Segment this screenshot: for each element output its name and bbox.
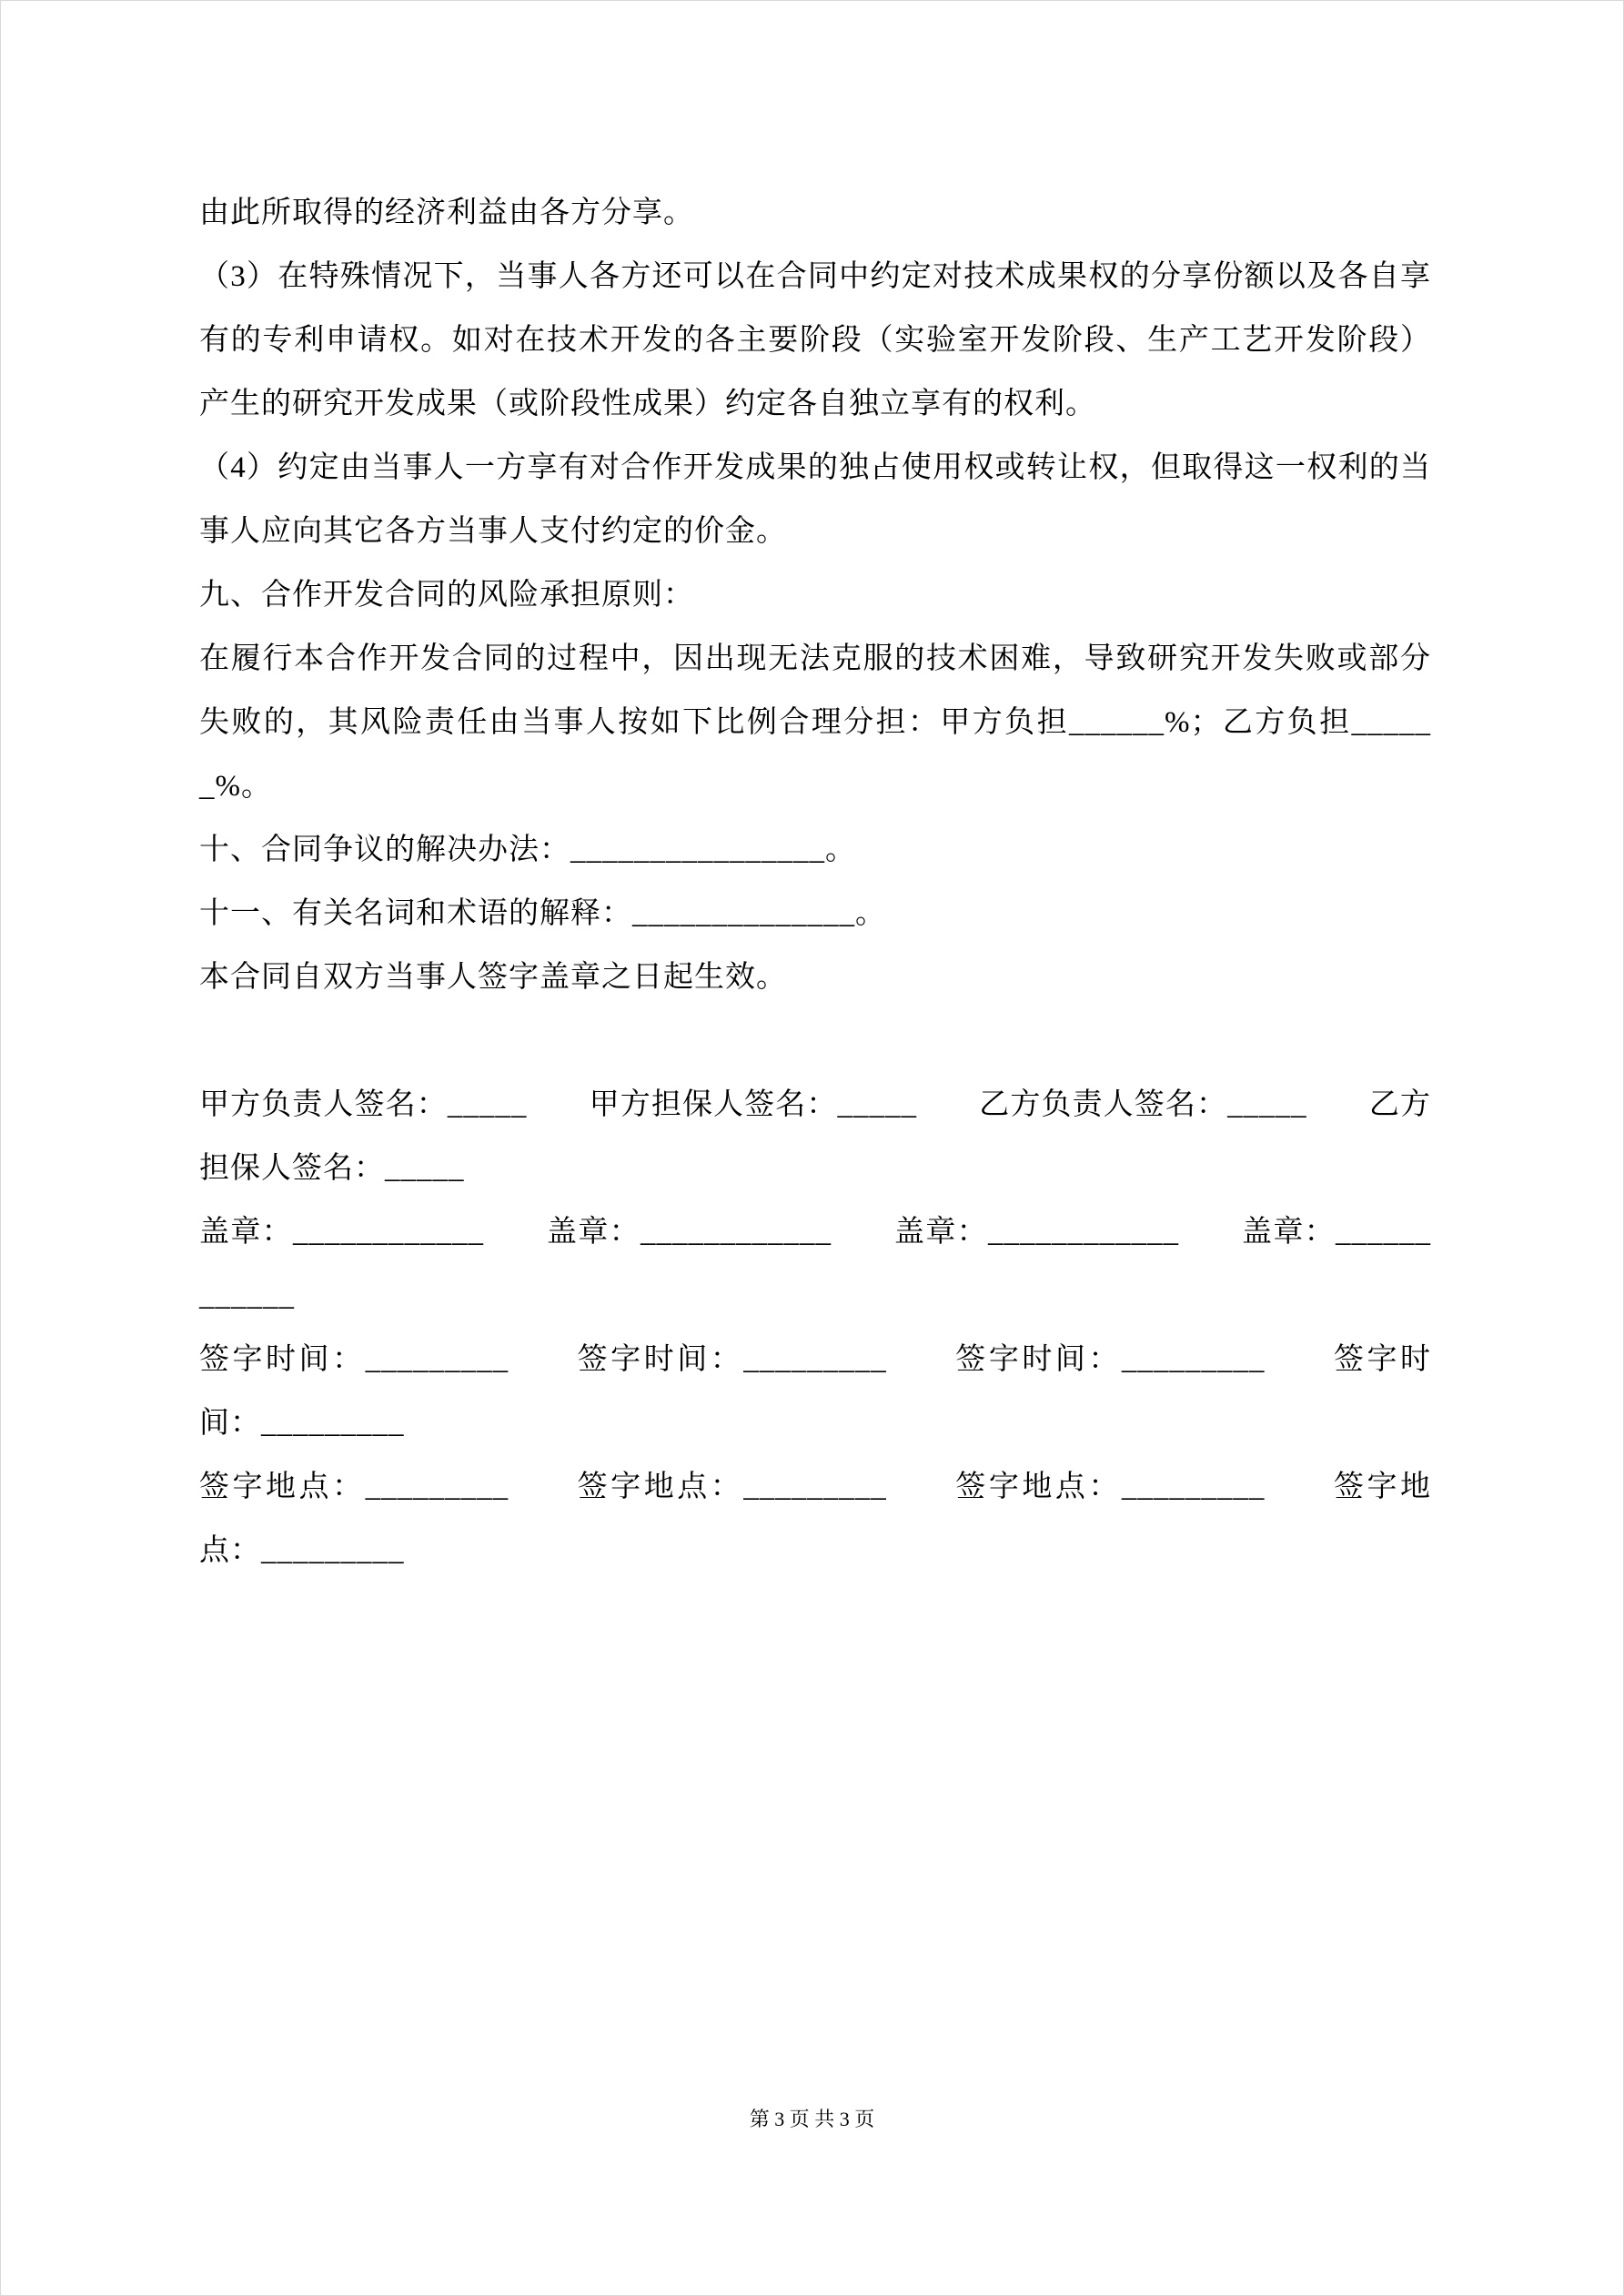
- paragraph-section-9-heading: 九、合作开发合同的风险承担原则：: [199, 579, 694, 612]
- paragraph-benefit-sharing: 由此所取得的经济利益由各方分享。: [199, 197, 694, 229]
- signature-block: [199, 1073, 1431, 1583]
- document-body: [199, 181, 1431, 1583]
- paragraph-risk-sharing: 在履行本合作开发合同的过程中，因出现无法克服的技术困难，导致研究开发失败或部分失败的，其风险责任由当事人按如下比例合理分担：甲方负担______%；乙方负担______%。: [199, 642, 1431, 803]
- signature-line-sign-place: 签字地点：_________ 签字地点：_________ 签字地点：_________ 签字地点：_________: [199, 1471, 1431, 1567]
- paragraph-section-10: 十、合同争议的解决办法：________________。: [199, 834, 856, 866]
- signature-line-seals: 盖章：____________ 盖章：____________ 盖章：____________ 盖章：____________: [199, 1216, 1432, 1312]
- signature-line-sign-time: 签字时间：_________ 签字时间：_________ 签字时间：_________ 签字时间：_________: [199, 1343, 1431, 1440]
- signature-line-names: 甲方负责人签名：_____ 甲方担保人签名：_____ 乙方负责人签名：_____ 乙方担保人签名：_____: [199, 1088, 1431, 1185]
- page-footer: 第 3 页 共 3 页: [749, 2108, 875, 2130]
- paragraph-effective-date: 本合同自双方当事人签字盖章之日起生效。: [199, 961, 787, 994]
- paragraph-clause-4: （4）约定由当事人一方享有对合作开发成果的独占使用权或转让权，但取得这一权利的当事人应向其它各方当事人支付约定的价金。: [199, 451, 1431, 548]
- paragraph-section-11: 十一、有关名词和术语的解释：______________。: [199, 897, 886, 930]
- paragraph-clause-3: （3）在特殊情况下，当事人各方还可以在合同中约定对技术成果权的分享份额以及各自享有的专利申请权。如对在技术开发的各主要阶段（实验室开发阶段、生产工艺开发阶段）产生的研究开发成果（或阶段性成果）约定各自独立享有的权利。: [199, 260, 1431, 420]
